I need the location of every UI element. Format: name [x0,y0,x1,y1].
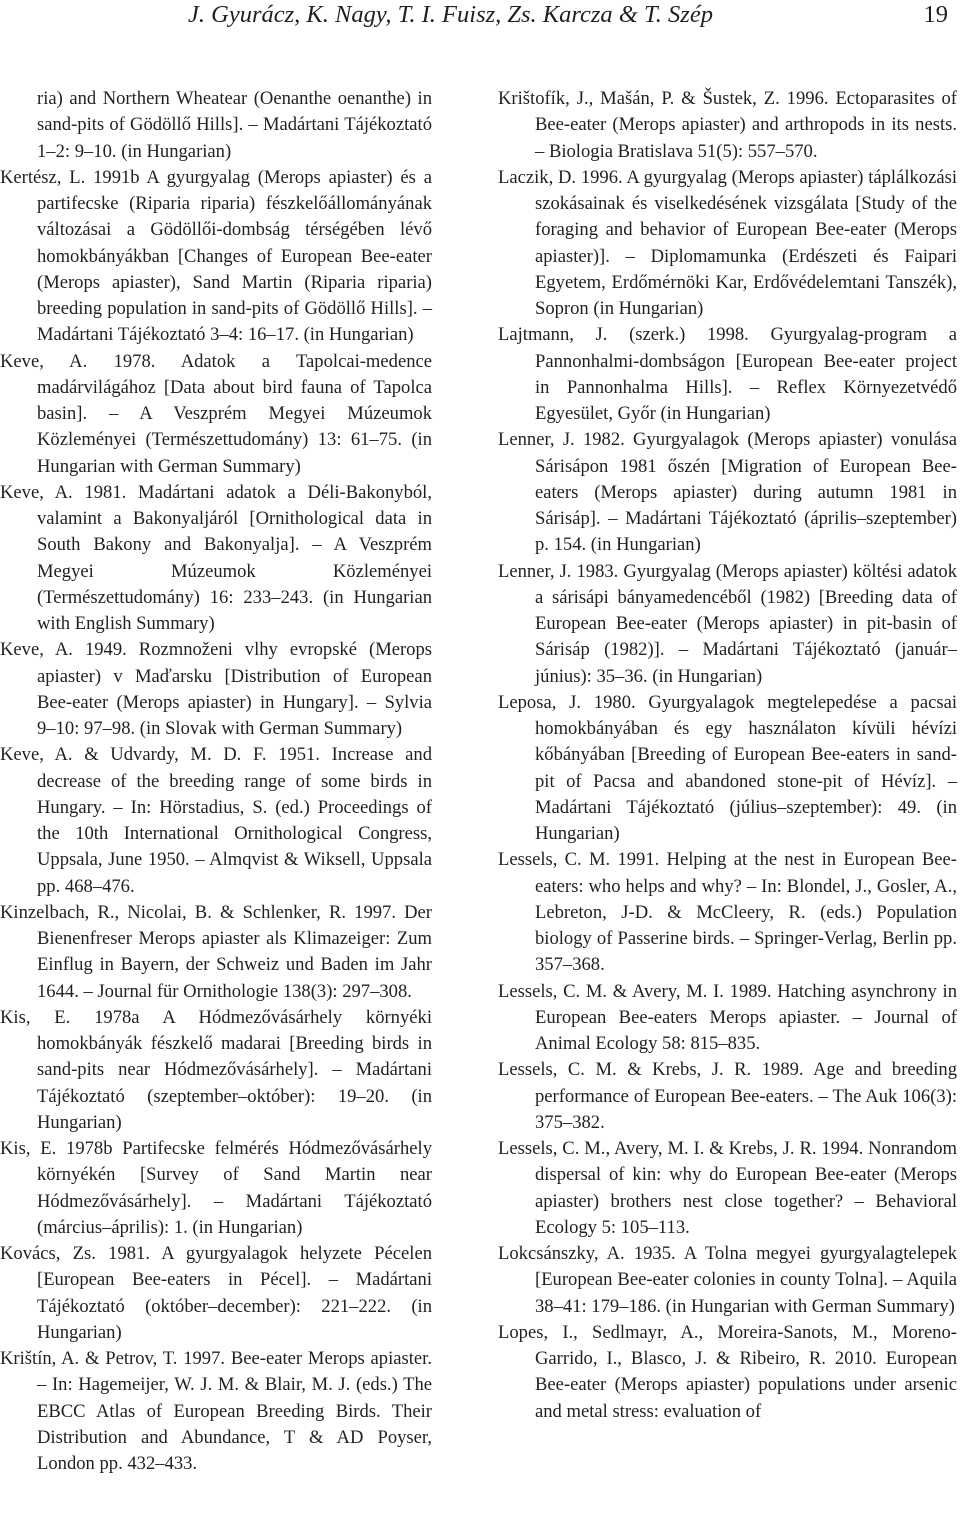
reference-entry: Krištofík, J., Mašán, P. & Šustek, Z. 1996. Ectoparasites of Bee-eater (Merops apiaster) and arthropods in its nests. – Biologia Bratislava 51(5): 557–570. [498,88,957,162]
reference-entry: Leposa, J. 1980. Gyurgyalagok megtelepedése a pacsai homokbányában és egy használaton kívüli hévízi kőbányában [Breeding of European Bee-eaters in sand-pit of Pacsa and abandoned stone-pit of Hévíz]. – Madártani Tájékoztató (július–szeptember): 49. (in Hungarian) [498,691,957,844]
reference-entry: Kis, E. 1978b Partifecske felmérés Hódmezővásárhely környékén [Survey of Sand Martin near Hódmezővásárhely]. – Madártani Tájékoztató (március–április): 1. (in Hungarian) [0,1138,432,1238]
running-header [188,0,948,30]
reference-entry: Kinzelbach, R., Nicolai, B. & Schlenker, R. 1997. Der Bienenfreser Merops apiaster als Klimazeiger: Zum Einflug in Bayern, der Schweiz und Baden im Jahr 1644. – Journal für Ornithologie 138(3): 297–308. [0,901,432,1002]
reference-entry: Laczik, D. 1996. A gyurgyalag (Merops apiaster) táplálkozási szokásainak és viselkedésének vizsgálata [Study of the foraging and behavior of European Bee-eater (Merops apiaster)]. – Diplomamunka (Erdészeti és Faipari Egyetem, Erdőmérnöki Kar, Erdővédelemtani Tanszék), Sopron (in Hungarian) [498,166,957,319]
reference-entry: Krištín, A. & Petrov, T. 1997. Bee-eater Merops apiaster. – In: Hagemeijer, W. J. M. & Blair, M. J. (eds.) The EBCC Atlas of European Breeding Birds. Their Distribution and Abundance, T & AD Poyser, London pp. 432–433. [0,1348,432,1474]
reference-entry: Lenner, J. 1982. Gyurgyalagok (Merops apiaster) vonulása Sárisápon 1981 őszén [Migration of European Bee-eaters (Merops apiaster) during autumn 1981 in Sárisáp]. – Madártani Tájékoztató (április–szeptember) p. 154. (in Hungarian) [498,429,957,556]
reference-entry: Lajtmann, J. (szerk.) 1998. Gyurgyalag-program a Pannonhalmi-dombságon [European Bee-eater project in Pannonhalma Hills]. – Reflex Környezetvédő Egyesület, Győr (in Hungarian) [498,324,957,424]
reference-entry: Keve, A. 1949. Rozmnoženi vlhy evropské (Merops apiaster) v Maďarsku [Distribution of European Bee-eater (Merops apiaster) in Hungary]. – Sylvia 9–10: 97–98. (in Slovak with German Summary) [0,639,432,739]
reference-entry: ria) and Northern Wheatear (Oenanthe oenanthe) in sand-pits of Gödöllő Hills]. – Madártani Tájékoztató 1–2: 9–10. (in Hungarian) [37,88,432,162]
reference-entry: Lokcsánszky, A. 1935. A Tolna megyei gyurgyalagtelepek [European Bee-eater colonies in county Tolna]. – Aquila 38–41: 179–186. (in Hungarian with German Summary) [498,1243,957,1317]
running-header-authors: J. Gyurácz, K. Nagy, T. I. Fuisz, Zs. Karcza & T. Szép [188,1,713,28]
reference-entry: Kertész, L. 1991b A gyurgyalag (Merops apiaster) és a partifecske (Riparia riparia) fészkelőállományának változásai a Gödöllői-dombság térségében lévő homokbányákban [Changes of European Bee-eater (Merops apiaster), Sand Martin (Riparia riparia) breeding population in sand-pits of Gödöllő Hills]. – Madártani Tájékoztató 3–4: 16–17. (in Hungarian) [0,166,432,346]
reference-entry: Keve, A. 1981. Madártani adatok a Déli-Bakonyból, valamint a Bakonyaljáról [Ornithological data in South Bakony and Bakonyalja]. – A Veszprém Megyei Múzeumok Közleményei (Természettudomány) 16: 233–243. (in Hungarian with English Summary) [0,481,432,634]
references-right-column [498,86,957,1425]
reference-entry: Lessels, C. M. & Avery, M. I. 1989. Hatching asynchrony in European Bee-eaters Merops apiaster. – Journal of Animal Ecology 58: 815–835. [498,980,957,1054]
page-number: 19 [923,1,948,28]
reference-entry: Lopes, I., Sedlmayr, A., Moreira-Sanots, M., Moreno-Garrido, I., Blasco, J. & Ribeiro, R. 2010. European Bee-eater (Merops apiaster) populations under arsenic and metal stress: evaluation of [498,1321,957,1422]
reference-entry: Kis, E. 1978a A Hódmezővásárhely környéki homokbányák fészkelő madarai [Breeding birds in sand-pits near Hódmezővásárhely]. – Madártani Tájékoztató (szeptember–október): 19–20. (in Hungarian) [0,1006,432,1133]
references-left-column [0,86,432,1477]
reference-entry: Kovács, Zs. 1981. A gyurgyalagok helyzete Pécelen [European Bee-eaters in Pécel]. – Madártani Tájékoztató (október–december): 221–222. (in Hungarian) [0,1243,432,1343]
reference-entry: Lessels, C. M. 1991. Helping at the nest in European Bee-eaters: who helps and why? – In: Blondel, J., Gosler, A., Lebreton, J-D. & McCleery, R. (eds.) Population biology of Passerine birds. – Springer-Verlag, Berlin pp. 357–368. [498,849,957,976]
reference-entry: Keve, A. 1978. Adatok a Tapolcai-medence madárvilágához [Data about bird fauna of Tapolca basin]. – A Veszprém Megyei Múzeumok Közleményei (Természettudomány) 13: 61–75. (in Hungarian with German Summary) [0,350,432,477]
reference-entry: Keve, A. & Udvardy, M. D. F. 1951. Increase and decrease of the breeding range of some birds in Hungary. – In: Hörstadius, S. (ed.) Proceedings of the 10th International Ornithological Congress, Uppsala, June 1950. – Almqvist & Wiksell, Uppsala pp. 468–476. [0,744,432,897]
reference-entry: Lessels, C. M., Avery, M. I. & Krebs, J. R. 1994. Nonrandom dispersal of kin: why do European Bee-eater (Merops apiaster) brothers nest close together? – Behavioral Ecology 5: 105–113. [498,1138,957,1238]
reference-entry: Lessels, C. M. & Krebs, J. R. 1989. Age and breeding performance of European Bee-eaters. – The Auk 106(3): 375–382. [498,1059,957,1133]
reference-entry: Lenner, J. 1983. Gyurgyalag (Merops apiaster) költési adatok a sárisápi bányamedencéből (1982) [Breeding data of European Bee-eater (Merops apiaster) in pit-basin of Sárisáp (1982)]. – Madártani Tájékoztató (január–június): 35–36. (in Hungarian) [498,560,957,687]
